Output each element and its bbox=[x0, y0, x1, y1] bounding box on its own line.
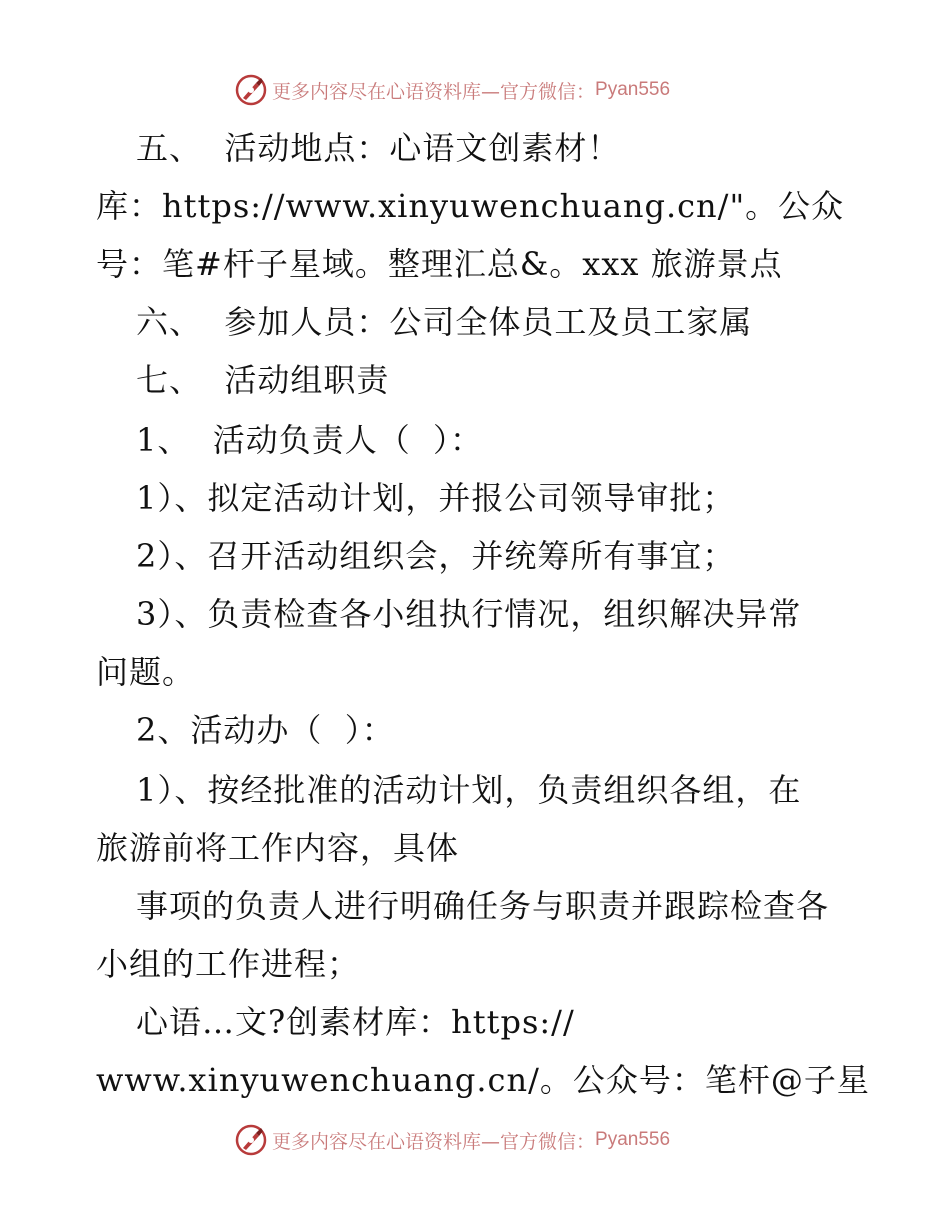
text-line: 小组的工作进程； bbox=[96, 945, 361, 983]
pen-logo-icon bbox=[234, 73, 268, 107]
text-line: 心语…文?创素材库：https:// bbox=[136, 1003, 575, 1041]
text-line: 3）、负责检查各小组执行情况，组织解决异常 bbox=[136, 595, 802, 633]
text-line: 问题。 bbox=[96, 653, 196, 691]
text-line: 六、 参加人员：公司全体员工及员工家属 bbox=[136, 303, 753, 341]
text-line: 1、 活动负责人（ ）： bbox=[136, 421, 484, 459]
header-watermark bbox=[234, 72, 670, 108]
text-line: 号：笔#杆子星域。整理汇总&。xxx 旅游景点 bbox=[96, 245, 783, 283]
text-line: 2、活动办（ ）： bbox=[136, 711, 395, 749]
text-line: 五、 活动地点：心语文创素材！ bbox=[136, 129, 621, 167]
text-line: 旅游前将工作内容，具体 bbox=[96, 829, 460, 867]
watermark-wechat-id: Pyan556 bbox=[595, 1129, 671, 1150]
watermark-wechat-id: Pyan556 bbox=[595, 79, 671, 100]
watermark-text: 更多内容尽在心语资料库—官方微信： bbox=[272, 1130, 596, 1153]
text-line: 1）、按经批准的活动计划，负责组织各组，在 bbox=[136, 771, 802, 809]
text-line: 七、 活动组职责 bbox=[136, 361, 390, 399]
watermark-text: 更多内容尽在心语资料库—官方微信： bbox=[272, 80, 596, 103]
pen-logo-icon bbox=[234, 1123, 268, 1157]
text-line: 事项的负责人进行明确任务与职责并跟踪检查各 bbox=[136, 887, 830, 925]
text-line: 2）、召开活动组织会，并统筹所有事宜； bbox=[136, 537, 736, 575]
text-line: www.xinyuwenchuang.cn/。公众号：笔杆@子星 bbox=[96, 1061, 870, 1099]
footer-watermark bbox=[234, 1122, 670, 1158]
text-line: 库：https://www.xinyuwenchuang.cn/"。公众 bbox=[96, 187, 845, 225]
text-line: 1）、拟定活动计划，并报公司领导审批； bbox=[136, 479, 736, 517]
